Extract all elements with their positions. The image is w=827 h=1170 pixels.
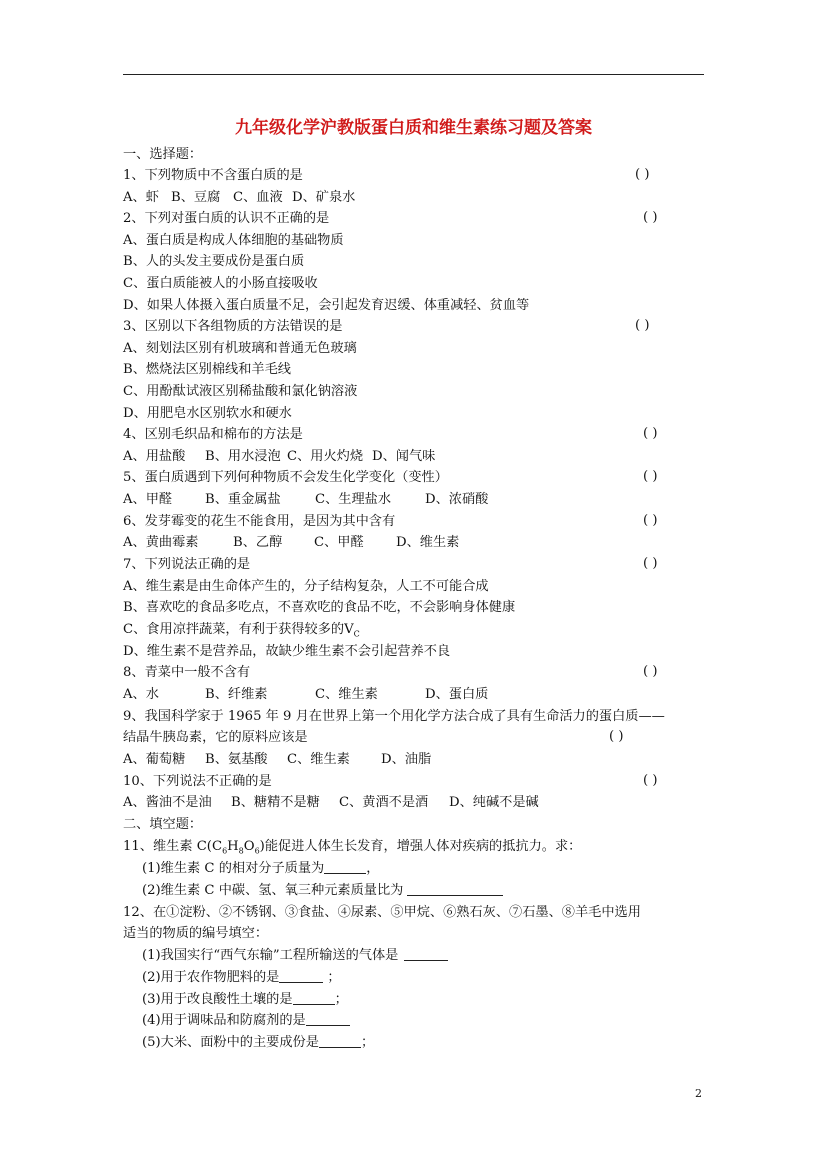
q3-opt-b: B、燃烧法区别棉线和羊毛线	[123, 362, 291, 377]
q1-options	[123, 189, 355, 207]
q10-opt-c: C、黄酒不是酒	[339, 795, 429, 810]
q11-stem	[123, 838, 581, 861]
q11-part2	[142, 882, 503, 900]
q12-item-2-end: ；	[327, 970, 341, 985]
q4-opt-a: A、用盐酸	[123, 449, 186, 464]
q12-item-1-text: (1)我国实行“西气东输”工程所输送的气体是	[142, 948, 399, 963]
q5-opt-a: A、甲醛	[123, 492, 173, 507]
q6-stem: 6、发芽霉变的花生不能食用，是因为其中含有	[123, 514, 396, 529]
q12-item-2-text: (2)用于农作物肥料的是	[142, 970, 280, 985]
q4-options	[123, 448, 435, 466]
q1-opt-d: D、矿泉水	[292, 190, 356, 205]
q6-opt-a: A、黄曲霉素	[123, 535, 199, 550]
q7-opt-c-text: C、食用凉拌蔬菜，有利于获得较多的V	[123, 622, 354, 637]
q8-opt-d: D、蛋白质	[425, 687, 489, 702]
q12-item-3-blank[interactable]	[293, 991, 335, 1005]
q11-part1-end: ，	[366, 861, 380, 876]
q8-opt-a: A、水	[123, 687, 159, 702]
q7-opt-b: B、喜欢吃的食品多吃点，不喜欢吃的食品不吃，不会影响身体健康	[123, 600, 516, 615]
q9-stem-line2: 结晶牛胰岛素，它的原料应该是	[123, 730, 308, 745]
q11-part1-blank[interactable]	[324, 860, 366, 874]
q7-opt-d: D、维生素不是营养品，故缺少维生素不会引起营养不良	[123, 644, 451, 659]
q9-options	[123, 751, 431, 769]
q10-opt-b: B、糖精不是糖	[231, 795, 320, 810]
q12-item-5-text: (5)大米、面粉中的主要成份是	[142, 1035, 319, 1050]
q11-sub-c: 6	[222, 846, 228, 856]
q8-opt-c: C、维生素	[315, 687, 378, 702]
q5-opt-c: C、生理盐水	[315, 492, 392, 507]
q9-stem-line1: 9、我国科学家于 1965 年 9 月在世界上第一个用化学方法合成了具有生命活力的蛋白质——	[123, 709, 665, 724]
q2-opt-d: D、如果人体摄入蛋白质量不足，会引起发育迟缓、体重减轻、贫血等	[123, 298, 530, 313]
q12-item-4-blank[interactable]	[306, 1012, 350, 1026]
page-title: 九年级化学沪教版蛋白质和维生素练习题及答案	[235, 118, 592, 138]
q9-opt-b: B、氨基酸	[205, 752, 268, 767]
q11-stem-b: )能促进人体生长发育，增强人体对疾病的抵抗力。求：	[259, 839, 582, 854]
q4-paren: ( )	[643, 426, 658, 441]
q7-stem: 7、下列说法正确的是	[123, 557, 251, 572]
q3-opt-a: A、刻划法区别有机玻璃和普通无色玻璃	[123, 341, 357, 356]
q5-opt-b: B、重金属盐	[205, 492, 281, 507]
q10-options	[123, 794, 539, 812]
q12-item-4-text: (4)用于调味品和防腐剂的是	[142, 1013, 306, 1028]
q2-opt-c: C、蛋白质能被人的小肠直接吸收	[123, 276, 318, 291]
q2-opt-b: B、人的头发主要成份是蛋白质	[123, 254, 305, 269]
q6-opt-c: C、甲醛	[314, 535, 364, 550]
page-number: 2	[695, 1087, 702, 1100]
q7-opt-c	[123, 621, 360, 644]
q4-opt-b: B、用水浸泡	[205, 449, 281, 464]
q2-paren: ( )	[643, 210, 658, 225]
q12-item-1	[142, 947, 448, 965]
q12-item-3-end: ；	[334, 992, 348, 1007]
q12-stem-line1: 12、在①淀粉、②不锈钢、③食盐、④尿素、⑤甲烷、⑥熟石灰、⑦石墨、⑧羊毛中选用	[123, 905, 641, 920]
q12-item-5	[142, 1034, 374, 1052]
q1-paren: ( )	[635, 167, 650, 182]
q10-paren: ( )	[643, 773, 658, 788]
q6-opt-b: B、乙醇	[233, 535, 283, 550]
q1-opt-a: A、虾	[123, 190, 159, 205]
q11-o: O	[243, 839, 255, 854]
q11-h: H	[227, 839, 239, 854]
q5-opt-d: D、浓硝酸	[425, 492, 489, 507]
q1-stem: 1、下列物质中不含蛋白质的是	[123, 168, 303, 183]
q12-item-2-blank[interactable]	[279, 969, 323, 983]
q7-paren: ( )	[643, 556, 658, 571]
q8-options	[123, 686, 488, 704]
q12-item-4	[142, 1012, 350, 1030]
q12-item-5-end: ；	[360, 1035, 375, 1050]
q4-stem: 4、区别毛织品和棉布的方法是	[123, 427, 303, 442]
q10-stem: 10、下列说法不正确的是	[123, 774, 272, 789]
q5-stem: 5、蛋白质遇到下列何种物质不会发生化学变化（变性）	[123, 470, 448, 485]
section-choice: 一、选择题：	[123, 147, 203, 162]
q3-stem: 3、区别以下各组物质的方法错误的是	[123, 319, 343, 334]
q10-opt-d: D、纯碱不是碱	[449, 795, 539, 810]
q7-opt-a: A、维生素是由生命体产生的，分子结构复杂，人工不可能合成	[123, 579, 489, 594]
q4-opt-d: D、闻气味	[372, 449, 436, 464]
q11-stem-a: 11、维生素 C(C	[123, 839, 223, 854]
q12-item-3-text: (3)用于改良酸性土壤的是	[142, 992, 293, 1007]
q4-opt-c: C、用火灼烧	[287, 449, 364, 464]
q2-stem: 2、下列对蛋白质的认识不正确的是	[123, 211, 330, 226]
q8-paren: ( )	[643, 664, 658, 679]
q1-opt-b: B、豆腐	[171, 190, 221, 205]
q12-item-1-blank[interactable]	[404, 947, 448, 961]
q12-item-3	[142, 991, 348, 1009]
q6-paren: ( )	[643, 513, 658, 528]
q2-opt-a: A、蛋白质是构成人体细胞的基础物质	[123, 233, 344, 248]
q5-options	[123, 491, 488, 509]
q8-stem: 8、青菜中一般不含有	[123, 665, 251, 680]
q6-opt-d: D、维生素	[396, 535, 460, 550]
q11-sub-h: 8	[238, 846, 244, 856]
q8-opt-b: B、纤维素	[205, 687, 268, 702]
q12-stem-line2: 适当的物质的编号填空：	[123, 926, 269, 941]
q6-options	[123, 534, 459, 552]
q3-paren: ( )	[635, 318, 650, 333]
q9-paren: ( )	[609, 729, 624, 744]
q11-sub-o: 6	[254, 846, 260, 856]
q5-paren: ( )	[643, 469, 658, 484]
q11-part1-text: (1)维生素 C 的相对分子质量为	[142, 861, 325, 876]
q3-opt-d: D、用肥皂水区别软水和硬水	[123, 406, 292, 421]
q9-opt-d: D、油脂	[381, 752, 432, 767]
q11-part2-text: (2)维生素 C 中碳、氢、氧三种元素质量比为	[142, 883, 404, 898]
q9-opt-a: A、葡萄糖	[123, 752, 186, 767]
q12-item-2	[142, 969, 341, 987]
q11-part2-blank[interactable]	[407, 882, 503, 896]
q11-part1	[142, 860, 379, 878]
q12-item-5-blank[interactable]	[319, 1034, 361, 1048]
q3-opt-c: C、用酚酞试液区别稀盐酸和氯化钠溶液	[123, 384, 358, 399]
q9-opt-c: C、维生素	[287, 752, 350, 767]
header-rule	[123, 74, 704, 75]
q10-opt-a: A、酱油不是油	[123, 795, 212, 810]
q7-opt-c-subscript: C	[353, 629, 360, 639]
section-fill: 二、填空题：	[123, 817, 203, 832]
q1-opt-c: C、血液	[233, 190, 283, 205]
